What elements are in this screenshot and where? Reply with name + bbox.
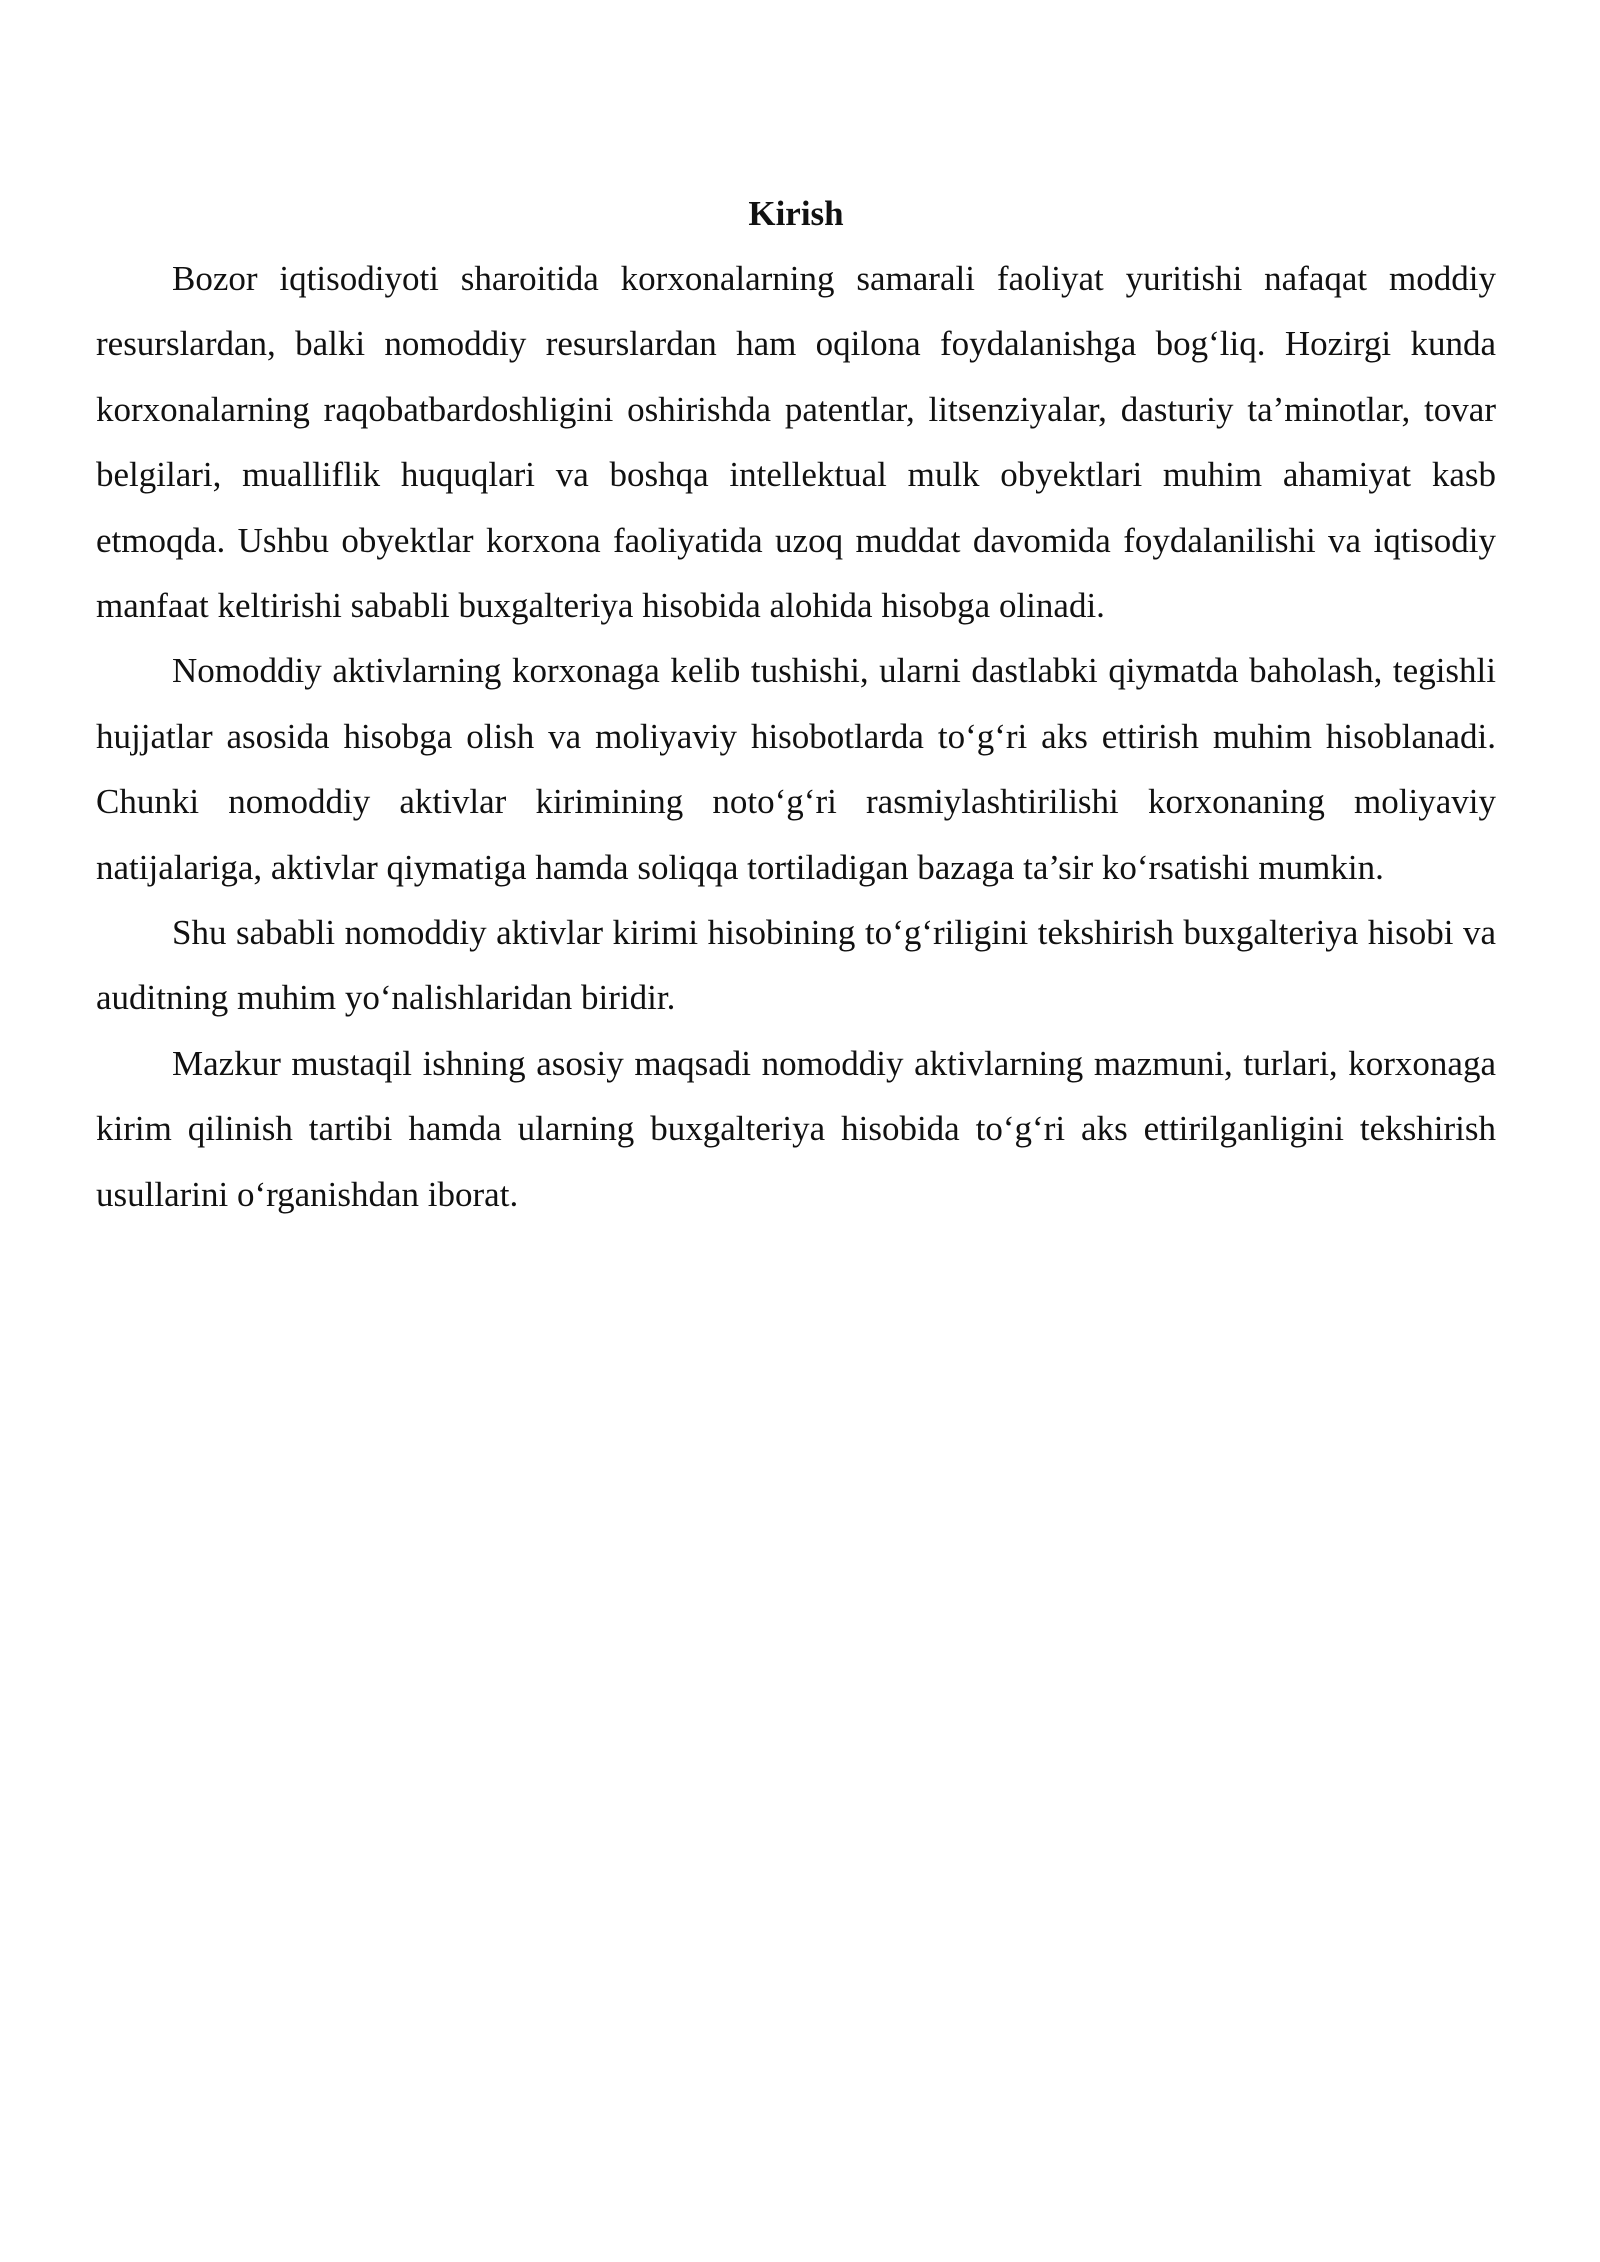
paragraph-2: Nomoddiy aktivlarning korxonaga kelib tushishi, ularni dastlabki qiymatda baholash, tegishli hujjatlar asosida hisobga olish va moliyaviy hisobotlarda to‘g‘ri aks ettirish muhim hisoblanadi. Chunki nomoddiy aktivlar kirimining noto‘g‘ri rasmiylashtirilishi korxonaning moliyaviy natijalariga, aktivlar qiymatiga hamda soliqqa tortiladigan bazaga ta’sir ko‘rsatishi mumkin. bbox=[96, 651, 1496, 887]
document-body bbox=[96, 188, 1496, 1227]
paragraph-1: Bozor iqtisodiyoti sharoitida korxonalarning samarali faoliyat yuritishi nafaqat moddiy resurslardan, balki nomoddiy resurslardan ham oqilona foydalanishga bog‘liq. Hozirgi kunda korxonalarning raqobatbardoshligini oshirishda patentlar, litsenziyalar, dasturiy ta’minotlar, tovar belgilari, mualliflik huquqlari va boshqa intellektual mulk obyektlari muhim ahamiyat kasb etmoqda. Ushbu obyektlar korxona faoliyatida uzoq muddat davomida foydalanilishi va iqtisodiy manfaat keltirishi sababli buxgalteriya hisobida alohida hisobga olinadi. bbox=[96, 259, 1496, 626]
page-title: Kirish bbox=[748, 194, 844, 233]
paragraph-3: Shu sababli nomoddiy aktivlar kirimi hisobining to‘g‘riligini tekshirish buxgalteriya hisobi va auditning muhim yo‘nalishlaridan biridir. bbox=[96, 913, 1496, 1018]
paragraph-4: Mazkur mustaqil ishning asosiy maqsadi nomoddiy aktivlarning mazmuni, turlari, korxonaga kirim qilinish tartibi hamda ularning buxgalteriya hisobida to‘g‘ri aks ettirilganligini tekshirish usullarini o‘rganishdan iborat. bbox=[96, 1043, 1496, 1214]
